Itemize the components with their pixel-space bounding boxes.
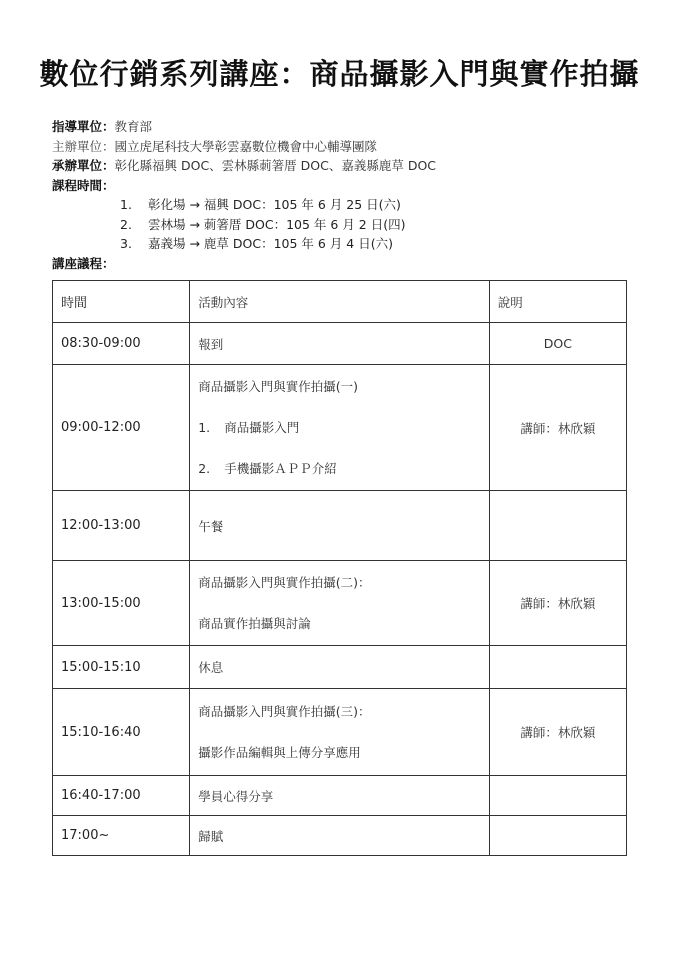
note-cell: 講師：林欣穎 [489, 689, 626, 776]
header-time: 時間 [53, 281, 190, 323]
activity-cell: 午餐 [190, 491, 490, 561]
agenda-table [52, 280, 627, 856]
activity-item [198, 459, 481, 479]
guidance-value: 教育部 [114, 119, 153, 134]
list-number: 2. [198, 460, 211, 476]
table-row [53, 365, 627, 491]
time-cell: 09:00-12:00 [53, 365, 190, 491]
note-cell [489, 816, 626, 856]
activity-cell: 學員心得分享 [190, 776, 490, 816]
time-cell: 15:10-16:40 [53, 689, 190, 776]
header-note: 說明 [489, 281, 626, 323]
activity-cell [190, 365, 490, 491]
list-number: 1. [120, 197, 132, 212]
header-activity: 活動內容 [190, 281, 490, 323]
activity-subtitle: 商品實作拍攝與討論 [198, 615, 311, 631]
schedule-list [120, 195, 436, 254]
table-row [53, 816, 627, 856]
co-organizer-value: 彰化縣福興 DOC、雲林縣莿箸厝 DOC、嘉義縣鹿草 DOC [114, 158, 437, 173]
activity-cell [190, 689, 490, 776]
schedule-text: 嘉義場 → 鹿草 DOC：105 年 6 月 4 日(六) [148, 236, 393, 251]
time-cell: 17:00~ [53, 816, 190, 856]
organizer-value: 國立虎尾科技大學彰雲嘉數位機會中心輔導團隊 [114, 138, 378, 154]
organizer-unit [52, 137, 436, 157]
activity-title: 商品攝影入門與實作拍攝(一) [198, 378, 358, 394]
agenda-label: 講座議程： [52, 255, 115, 271]
activity-title: 商品攝影入門與實作拍攝(二)： [198, 574, 371, 590]
activity-item-text: 手機攝影ＡＰＰ介紹 [224, 460, 337, 476]
note-cell [489, 491, 626, 561]
schedule-text: 雲林場 → 莿箸厝 DOC：105 年 6 月 2 日(四) [148, 216, 406, 232]
note-cell: 講師：林欣穎 [489, 365, 626, 491]
table-row [53, 323, 627, 365]
table-row [53, 646, 627, 689]
schedule-item [120, 215, 436, 235]
schedule-text: 彰化場 → 福興 DOC：105 年 6 月 25 日(六) [148, 197, 401, 212]
note-cell: DOC [489, 323, 626, 365]
activity-item [198, 418, 481, 438]
time-cell: 13:00-15:00 [53, 561, 190, 646]
schedule-item [120, 195, 436, 215]
activity-subtitle: 攝影作品編輯與上傳分享應用 [198, 744, 361, 760]
note-cell [489, 776, 626, 816]
note-cell: 講師：林欣穎 [489, 561, 626, 646]
activity-item-text: 商品攝影入門 [224, 419, 300, 435]
time-cell: 15:00-15:10 [53, 646, 190, 689]
schedule-item [120, 234, 436, 254]
list-number: 3. [120, 236, 132, 251]
schedule-label: 課程時間： [52, 177, 115, 193]
table-row [53, 561, 627, 646]
time-cell: 12:00-13:00 [53, 491, 190, 561]
guidance-unit [52, 117, 436, 137]
activity-cell: 報到 [190, 323, 490, 365]
event-info [52, 117, 436, 273]
co-organizer-label: 承辦單位： [52, 158, 115, 173]
activity-cell [190, 561, 490, 646]
organizer-label: 主辦單位： [52, 138, 115, 154]
guidance-label: 指導單位： [52, 119, 115, 134]
page-title: 數位行銷系列講座：商品攝影入門與實作拍攝 [39, 57, 640, 91]
table-row [53, 776, 627, 816]
note-cell [489, 646, 626, 689]
list-number: 1. [198, 419, 211, 435]
activity-title: 商品攝影入門與實作拍攝(三)： [198, 703, 371, 719]
time-cell: 08:30-09:00 [53, 323, 190, 365]
table-row [53, 491, 627, 561]
table-header-row [53, 281, 627, 323]
time-cell: 16:40-17:00 [53, 776, 190, 816]
activity-cell: 休息 [190, 646, 490, 689]
list-number: 2. [120, 216, 132, 232]
co-organizer-unit [52, 156, 436, 176]
activity-cell: 歸賦 [190, 816, 490, 856]
table-row [53, 689, 627, 776]
